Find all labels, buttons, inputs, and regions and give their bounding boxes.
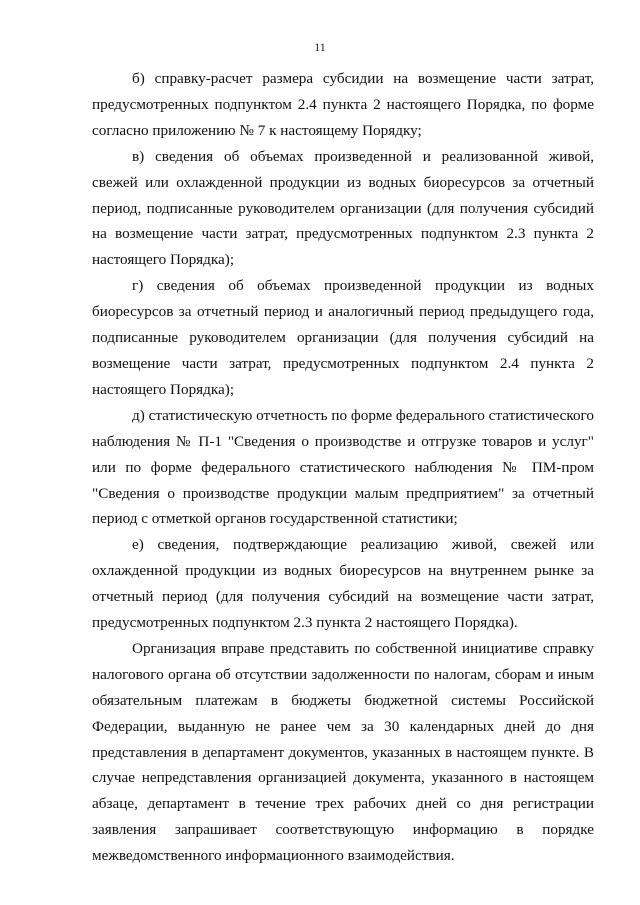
paragraph-b: б) справку-расчет размера субсидии на возмещение части затрат, предусмотренных подпунктом 2.4 пункта 2 настоящего Порядка, по форме согласно приложению № 7 к настоящему Порядку; — [92, 70, 594, 139]
paragraph-organization-right: Организация вправе представить по собственной инициативе справку налогового органа об отсутствии задолженности по налогам, сборам и иным обязательным платежам в бюджеты бюджетной системы Российской Федерации, выданную не ранее чем за 30 календарных дней до дня представления в департамент документов, указанных в настоящем пункте. В случае непредставления организацией документа, указанного в настоящем абзаце, департамент в течение трех рабочих дней со дня регистрации заявления запрашивает соответствующую информацию в порядке межведомственного информационного взаимодействия. — [92, 639, 594, 865]
paragraph-e: е) сведения, подтверждающие реализацию живой, свежей или охлажденной продукции из водных биоресурсов на внутреннем рынке за отчетный период (для получения субсидий на возмещение части затрат, предусмотренных подпунктом 2.3 пункта 2 настоящего Порядка). — [92, 536, 594, 632]
paragraph-d: д) статистическую отчетность по форме федерального статистического наблюдения № П-1 "Сведения о производстве и отгрузке товаров и услуг" или по форме федерального статистического наблюдения № ПМ-пром "Сведения о производстве продукции малым предприятием" за отчетный период с отметкой органов государственной статистики; — [92, 406, 594, 528]
page-number: 11 — [314, 40, 326, 54]
paragraph-v: в) сведения об объемах произведенной и реализованной живой, свежей или охлажденной продукции из водных биоресурсов за отчетный период, подписанные руководителем организации (для получения субсидий на возмещение части затрат, предусмотренных подпунктом 2.3 пункта 2 настоящего Порядка); — [92, 147, 594, 269]
document-body — [92, 66, 594, 869]
paragraph-g: г) сведения об объемах произведенной продукции из водных биоресурсов за отчетный период и аналогичный период предыдущего года, подписанные руководителем организации (для получения субсидий на возмещение части затрат, предусмотренных подпунктом 2.4 пункта 2 настоящего Порядка); — [92, 277, 594, 398]
